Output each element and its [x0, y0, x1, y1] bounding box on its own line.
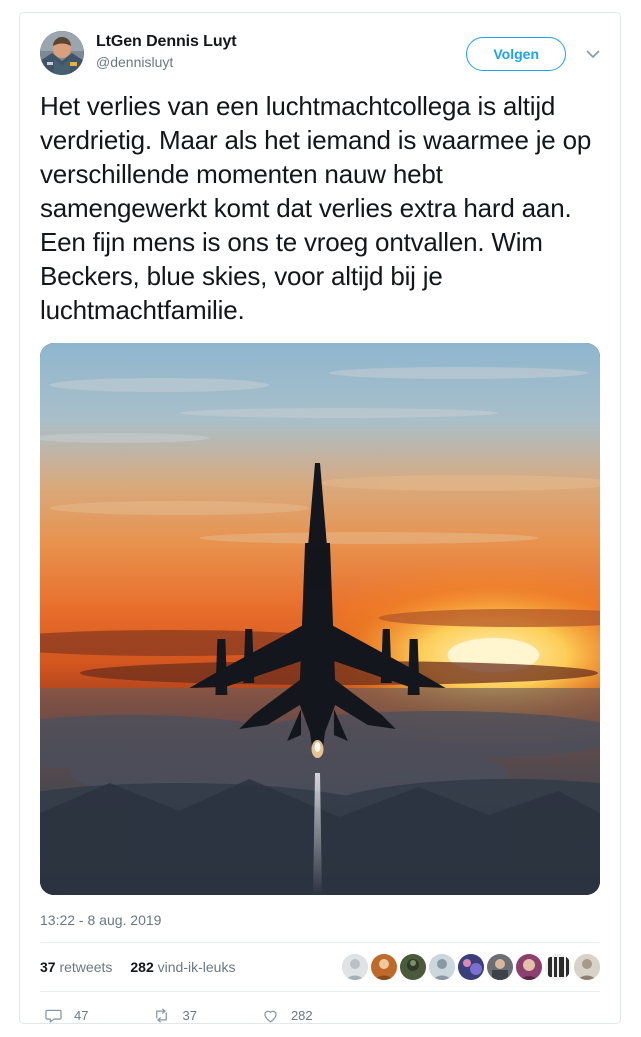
reply-icon [44, 1006, 63, 1024]
follow-button[interactable]: Volgen [466, 37, 566, 71]
retweet-icon [152, 1006, 171, 1024]
reply-action[interactable] [44, 1006, 88, 1024]
retweets-stat[interactable] [40, 959, 112, 975]
like-action[interactable] [261, 1006, 313, 1024]
tweet-media-image[interactable] [40, 343, 600, 895]
avatar[interactable] [40, 31, 84, 75]
liker-avatar-9[interactable] [574, 954, 600, 980]
liker-avatar-6[interactable] [487, 954, 513, 980]
likes-stat[interactable] [130, 959, 235, 975]
author-name-block [96, 31, 237, 72]
liker-avatar-8[interactable] [545, 954, 571, 980]
tweet-stats-row [40, 942, 600, 992]
liker-avatar-3[interactable] [400, 954, 426, 980]
likes-label: vind-ik-leuks [157, 959, 236, 975]
author-display-name[interactable]: LtGen Dennis Luyt [96, 33, 237, 50]
retweets-label: retweets [59, 959, 113, 975]
retweets-count: 37 [40, 959, 56, 975]
liker-avatar-5[interactable] [458, 954, 484, 980]
heart-icon [261, 1006, 280, 1024]
liker-avatar-7[interactable] [516, 954, 542, 980]
reply-count: 47 [74, 1007, 89, 1023]
liker-avatar-2[interactable] [371, 954, 397, 980]
retweet-action[interactable] [152, 1006, 196, 1024]
like-count: 282 [290, 1007, 313, 1023]
author-handle[interactable]: @dennisluyt [96, 54, 174, 70]
liker-avatar-1[interactable] [342, 954, 368, 980]
tweet-timestamp[interactable]: 13:22 - 8 aug. 2019 [40, 912, 162, 928]
tweet-card [19, 12, 621, 1024]
tweet-header [20, 13, 620, 75]
retweet-count: 37 [182, 1007, 197, 1023]
facepile [339, 954, 600, 980]
chevron-down-icon[interactable] [584, 45, 602, 63]
liker-avatar-4[interactable] [429, 954, 455, 980]
likes-count: 282 [130, 959, 154, 975]
tweet-actions [20, 992, 620, 1024]
header-actions [466, 37, 602, 71]
tweet-text: Het verlies van een luchtmachtcollega is altijd verdrietig. Maar als het iemand is waarmee je op verschillende momenten nauw hebt samengewerkt komt dat verlies extra hard aan. Een fijn mens is ons te vroeg ontvallen. Wim Beckers, blue skies, voor altijd bij je luchtmachtfamilie. [40, 91, 592, 325]
